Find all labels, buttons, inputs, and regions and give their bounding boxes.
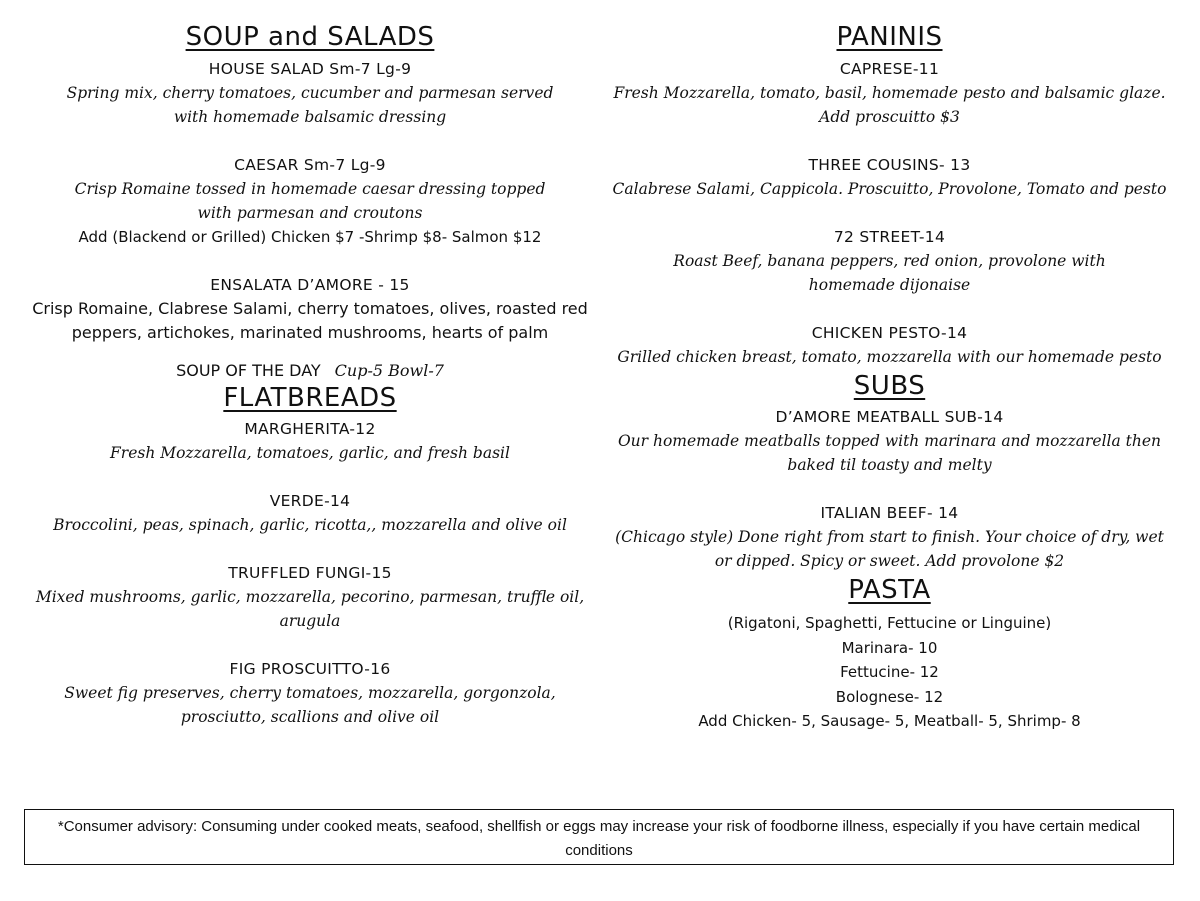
item-name: CHICKEN PESTO-14 xyxy=(811,324,968,342)
item-description: Broccolini, peas, spinach, garlic, ricotta,, mozzarella and olive oil xyxy=(53,516,567,534)
pasta-item: Fettucine- 12 xyxy=(840,663,939,681)
item-name: 72 STREET-14 xyxy=(833,228,946,246)
pasta-choices: (Rigatoni, Spaghetti, Fettucine or Linguine) xyxy=(727,614,1052,632)
item-description: Calabrese Salami, Cappicola. Proscuitto, Provolone, Tomato and pesto xyxy=(612,180,1167,198)
section-title-pasta: PASTA xyxy=(848,575,931,605)
consumer-advisory-text: *Consumer advisory: Consuming under cooked meats, seafood, shellfish or eggs may increase your risk of foodborne illness, especially if you have certain medical conditions xyxy=(57,818,1141,859)
item-description: Sweet fig preserves, cherry tomatoes, mozzarella, gorgonzola, prosciutto, scallions and olive oil xyxy=(64,684,556,726)
soup-of-the-day xyxy=(30,359,590,383)
menu-item-72-street xyxy=(612,225,1167,297)
item-name: CAESAR Sm-7 Lg-9 xyxy=(234,156,386,174)
pasta-item: Marinara- 10 xyxy=(841,638,938,657)
menu-item-margherita xyxy=(30,417,590,465)
soup-of-the-day-price: Cup-5 Bowl-7 xyxy=(334,361,444,380)
consumer-advisory-box xyxy=(24,809,1174,865)
pasta-list xyxy=(612,611,1167,734)
item-description: (Chicago style) Done right from start to finish. Your choice of dry, wet or dipped. Spicy or sweet. Add provolone $2 xyxy=(615,528,1164,570)
item-addons: Add (Blackend or Grilled) Chicken $7 -Shrimp $8- Salmon $12 xyxy=(78,228,542,246)
soup-of-the-day-label: SOUP OF THE DAY xyxy=(176,361,321,380)
pasta-addons: Add Chicken- 5, Sausage- 5, Meatball- 5, Shrimp- 8 xyxy=(698,712,1081,730)
menu-item-house-salad xyxy=(30,57,590,129)
pasta-item: Bolognese- 12 xyxy=(835,687,944,706)
item-name: FIG PROSCUITTO-16 xyxy=(229,660,391,678)
item-description: Fresh Mozzarella, tomato, basil, homemade pesto and balsamic glaze. Add proscuitto $3 xyxy=(613,84,1166,126)
right-column xyxy=(612,20,1167,734)
item-name: TRUFFLED FUNGI-15 xyxy=(228,564,392,582)
item-description: Spring mix, cherry tomatoes, cucumber and parmesan served with homemade balsamic dressing xyxy=(66,84,554,126)
section-title-paninis: PANINIS xyxy=(836,22,943,52)
menu-item-three-cousins xyxy=(612,153,1167,201)
item-description: Our homemade meatballs topped with marinara and mozzarella then baked til toasty and melty xyxy=(617,432,1162,474)
menu-item-verde xyxy=(30,489,590,537)
item-description: Roast Beef, banana peppers, red onion, provolone with homemade dijonaise xyxy=(673,252,1126,294)
item-name: THREE COUSINS- 13 xyxy=(808,156,971,174)
menu-item-chicken-pesto xyxy=(612,321,1167,369)
item-name: ITALIAN BEEF- 14 xyxy=(820,504,959,522)
menu-item-meatball-sub xyxy=(612,405,1167,477)
item-description: Crisp Romaine, Clabrese Salami, cherry tomatoes, olives, roasted red peppers, artichokes, marinated mushrooms, hearts of palm xyxy=(32,299,588,342)
item-name: VERDE-14 xyxy=(269,492,351,510)
item-name: CAPRESE-11 xyxy=(839,60,940,78)
item-description: Grilled chicken breast, tomato, mozzarella with our homemade pesto xyxy=(617,348,1162,366)
menu-item-ensalata xyxy=(30,273,590,345)
item-description: Mixed mushrooms, garlic, mozzarella, pecorino, parmesan, truffle oil, arugula xyxy=(35,588,585,630)
menu-item-italian-beef xyxy=(612,501,1167,573)
menu-item-caprese xyxy=(612,57,1167,129)
left-column xyxy=(30,20,590,729)
item-name: HOUSE SALAD Sm-7 Lg-9 xyxy=(208,60,412,78)
menu-item-caesar xyxy=(30,153,590,249)
item-name: ENSALATA D’AMORE - 15 xyxy=(210,276,410,294)
item-description: Crisp Romaine tossed in homemade caesar dressing topped with parmesan and croutons xyxy=(74,180,546,222)
item-description: Fresh Mozzarella, tomatoes, garlic, and fresh basil xyxy=(110,444,510,462)
item-name: D’AMORE MEATBALL SUB-14 xyxy=(775,408,1004,426)
section-title-soup-salads: SOUP and SALADS xyxy=(185,22,435,52)
item-name: MARGHERITA-12 xyxy=(244,420,376,438)
section-title-flatbreads: FLATBREADS xyxy=(223,383,397,413)
menu-item-truffled-fungi xyxy=(30,561,590,633)
menu-item-fig-proscuitto xyxy=(30,657,590,729)
section-title-subs: SUBS xyxy=(853,371,926,401)
